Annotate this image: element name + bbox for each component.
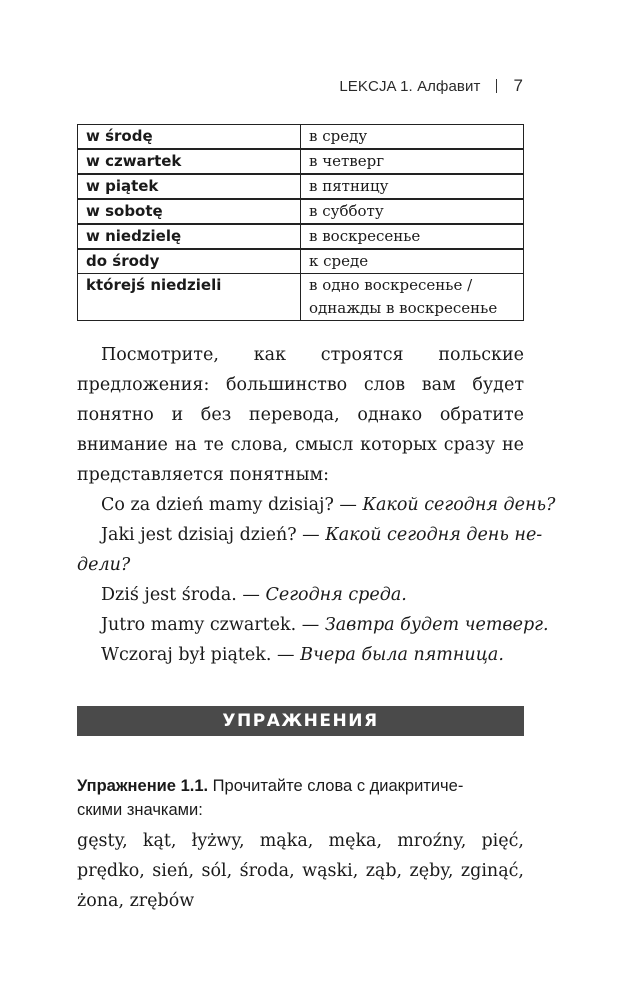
example-sentence-continuation [77, 550, 130, 580]
example-polish: Wczoraj był piątek. — [101, 645, 301, 665]
vocab-table [77, 124, 524, 321]
exercise-instruction-line [77, 774, 524, 798]
exercise-label: Упражнение 1.1. [77, 777, 209, 795]
example-russian: Завтра будет четверг. [324, 615, 549, 635]
example-polish: Jutro mamy czwartek. — [101, 615, 325, 635]
russian-cell: в четверг [301, 149, 524, 174]
polish-cell: do środy [78, 249, 301, 274]
table-row [78, 274, 524, 321]
russian-cell: в пятницу [301, 174, 524, 199]
exercise-instruction [77, 774, 524, 822]
polish-cell: którejś niedzieli [78, 274, 301, 321]
polish-cell: w środę [78, 125, 301, 150]
exercise-instruction-line: скими значками: [77, 801, 203, 819]
example-polish: Dziś jest środa. — [101, 585, 266, 605]
example-russian: Сегодня среда. [265, 585, 407, 605]
table-row [78, 125, 524, 150]
russian-cell: в среду [301, 125, 524, 150]
lesson-title: LEKCJA 1. Алфавит [339, 77, 481, 95]
running-header [339, 76, 523, 96]
russian-cell: к среде [301, 249, 524, 274]
table-row [78, 224, 524, 249]
example-polish: Co za dzień mamy dzisiaj? — [101, 495, 363, 515]
russian-cell-line: в одно воскресенье / [309, 276, 473, 294]
example-sentence [101, 580, 407, 610]
example-sentence [101, 640, 504, 670]
section-title-banner: УПРАЖНЕНИЯ [77, 706, 524, 736]
example-sentence [101, 490, 555, 520]
table-row [78, 199, 524, 224]
example-russian: дели? [77, 555, 131, 575]
polish-cell: w sobotę [78, 199, 301, 224]
table-row [78, 149, 524, 174]
russian-cell: в воскресенье [301, 224, 524, 249]
example-russian: Какой сегодня день не- [325, 525, 543, 545]
example-sentence [101, 610, 549, 640]
table-row [78, 249, 524, 274]
example-russian: Вчера была пятница. [300, 645, 504, 665]
intro-paragraph: Посмотрите, как строятся польские предложения: большинство слов вам будет понятно и без перевода, однако обратите внимание на те слова, смысл которых сразу не представляется понятным: [77, 345, 524, 485]
table-row [78, 174, 524, 199]
header-separator [496, 79, 497, 93]
polish-cell: w czwartek [78, 149, 301, 174]
example-sentence [101, 520, 542, 550]
example-russian: Какой сегодня день? [362, 495, 556, 515]
russian-cell [301, 274, 524, 321]
exercise-word-list: gęsty, kąt, łyżwy, mąka, męka, mroźny, pięć, prędko, sień, sól, środa, wąski, ząb, zęby, zginąć, żona, zrębów [77, 831, 524, 911]
exercise-instruction-text: Прочитайте слова с диакритиче- [208, 777, 464, 795]
russian-cell-line: однажды в воскресенье [309, 299, 498, 317]
polish-cell: w niedzielę [78, 224, 301, 249]
russian-cell: в субботу [301, 199, 524, 224]
example-polish: Jaki jest dzisiaj dzień? — [101, 525, 326, 545]
page-number: 7 [513, 76, 523, 95]
polish-cell: w piątek [78, 174, 301, 199]
